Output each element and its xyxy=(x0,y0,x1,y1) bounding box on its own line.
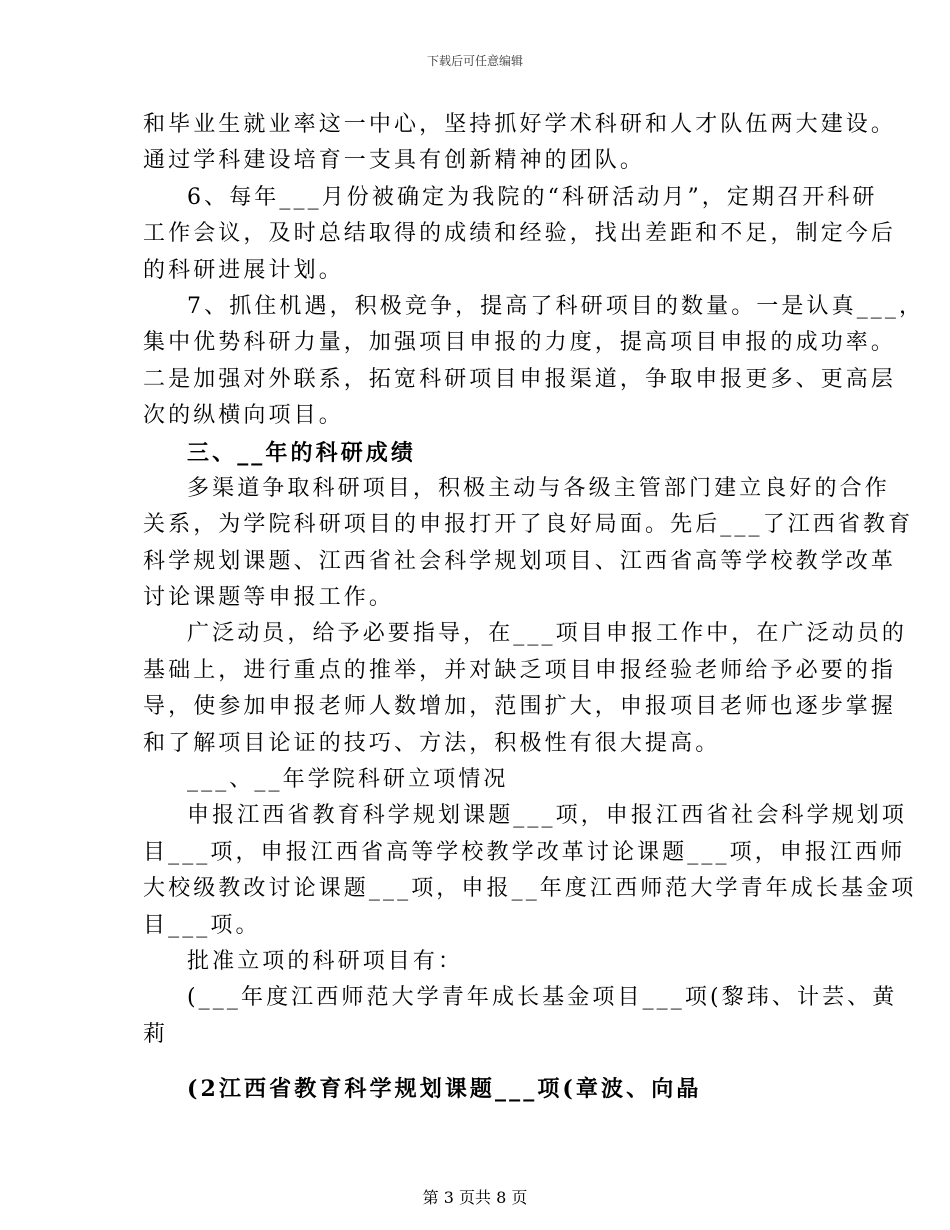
text-line: 多渠道争取科研项目，积极主动与各级主管部门建立良好的合作 xyxy=(187,475,890,501)
text-line: 目___项。 xyxy=(143,912,261,938)
text-line: 关系，为学院科研项目的申报打开了良好局面。先后___了江西省教育 xyxy=(143,512,914,538)
text-line-bold: (2江西省教育科学规划课题___项(章波、向晶 xyxy=(187,1076,702,1103)
text-line: 导，使参加申报老师人数增加，范围扩大，申报项目老师也逐步掌握 xyxy=(143,694,897,720)
text-line: 和毕业生就业率这一中心，坚持抓好学术科研和人才队伍两大建设。 xyxy=(143,112,897,137)
section-heading: 三、__年的科研成绩 xyxy=(187,439,417,466)
text-line: 次的纵横向项目。 xyxy=(143,403,344,429)
document-body xyxy=(143,107,925,1108)
page-footer: 第 3 页共 8 页 xyxy=(422,1188,528,1207)
text-line: 大校级教改讨论课题___项，申报__年度江西师范大学青年成长基金项 xyxy=(143,876,917,902)
text-line: 讨论课题等申报工作。 xyxy=(143,585,395,611)
text-line: 工作会议，及时总结取得的成绩和经验，找出差距和不足，制定今后 xyxy=(143,221,897,247)
text-line: ___、__年学院科研立项情况 xyxy=(187,767,509,793)
text-line: 和了解项目论证的技巧、方法，积极性有很大提高。 xyxy=(143,730,721,756)
text-line: 的科研进展计划。 xyxy=(143,257,344,283)
text-line: 目___项，申报江西省高等学校教学改革讨论课题___项，申报江西师 xyxy=(143,839,906,865)
text-line: 莉 xyxy=(143,1021,169,1047)
text-line: 通过学科建设培育一支具有创新精神的团队。 xyxy=(143,148,646,174)
text-line: 7、抓住机遇，积极竞争，提高了科研项目的数量。一是认真___， xyxy=(187,293,925,319)
text-line: (___年度江西师范大学青年成长基金项目___项(黎玮、计芸、黄 xyxy=(187,985,898,1011)
text-line: 申报江西省教育科学规划课题___项，申报江西省社会科学规划项 xyxy=(187,803,908,829)
text-line: 二是加强对外联系，拓宽科研项目申报渠道，争取申报更多、更高层 xyxy=(143,366,897,392)
text-line: 6、每年___月份被确定为我院的“科研活动月”，定期召开科研 xyxy=(187,184,878,210)
text-line: 批准立项的科研项目有： xyxy=(187,948,464,974)
text-line: 集中优势科研力量，加强项目申报的力度，提高项目申报的成功率。 xyxy=(143,330,897,356)
text-line: 广泛动员，给予必要指导，在___项目申报工作中，在广泛动员的 xyxy=(187,621,908,647)
text-line: 基础上，进行重点的推举，并对缺乏项目申报经验老师给予必要的指 xyxy=(143,657,897,683)
page-header: 下载后可任意编辑 xyxy=(426,54,523,68)
text-line: 科学规划课题、江西省社会科学规划项目、江西省高等学校教学改革 xyxy=(143,548,897,574)
